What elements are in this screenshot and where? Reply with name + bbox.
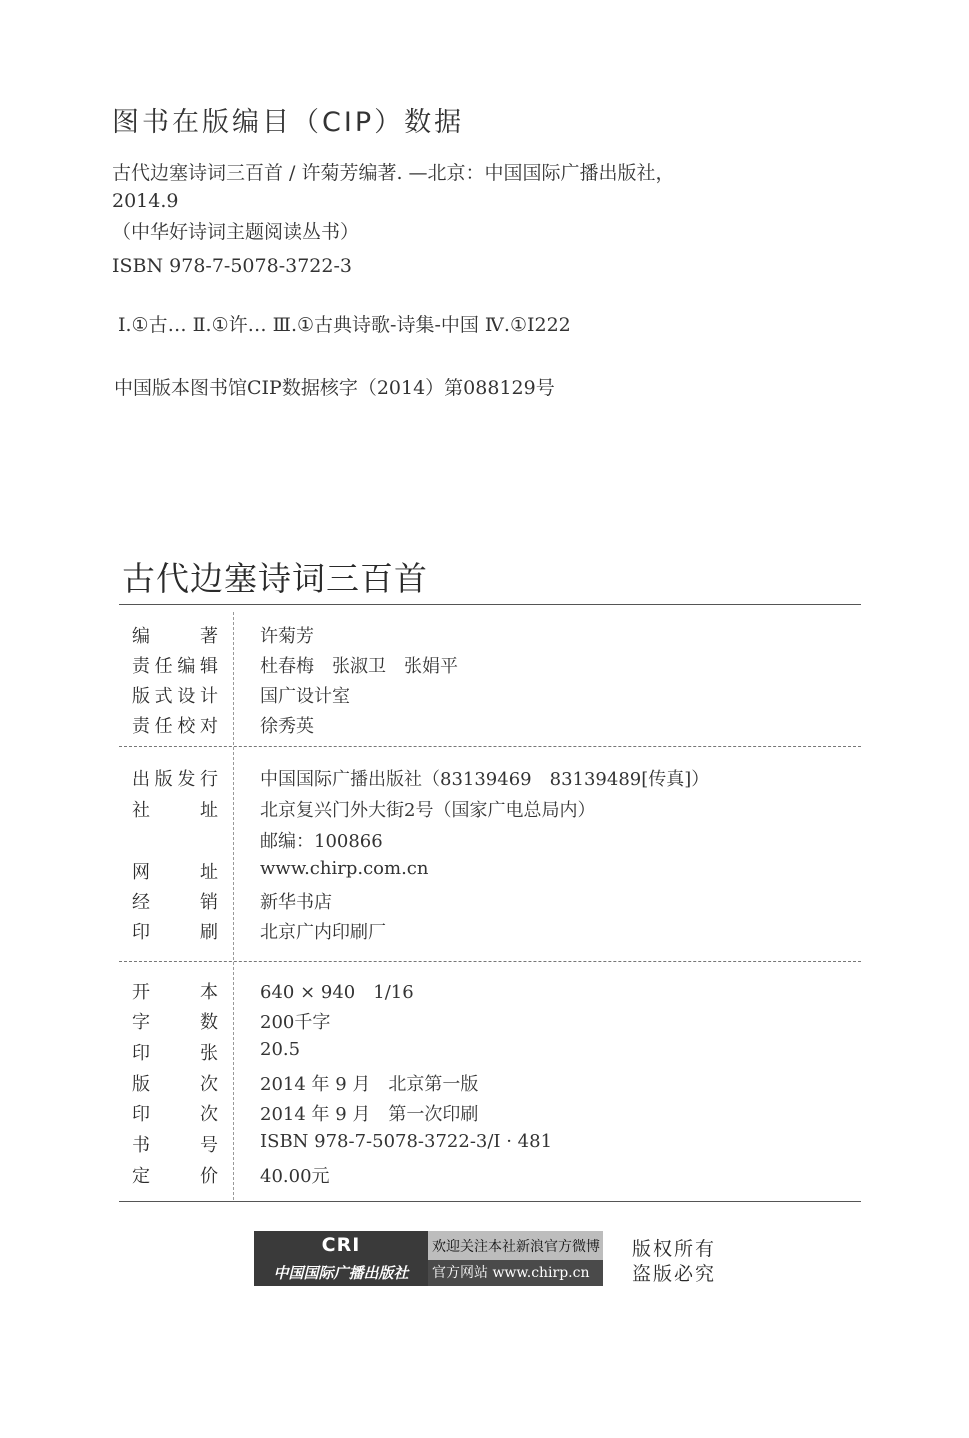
label-sheets: 印张 bbox=[132, 1043, 218, 1064]
book-title: 古代边塞诗词三百首 bbox=[122, 559, 428, 598]
cip-heading: 图书在版编目（CIP）数据 bbox=[112, 107, 465, 138]
cip-verification: 中国版本图书馆CIP数据核字（2014）第088129号 bbox=[114, 377, 555, 399]
label-proofreader: 责任校对 bbox=[132, 716, 218, 737]
value-printing: 2014 年 9 月 第一次印刷 bbox=[260, 1104, 479, 1125]
label-address: 社址 bbox=[132, 800, 218, 821]
value-editor: 杜春梅 张淑卫 张娟平 bbox=[260, 656, 458, 677]
label-design: 版式设计 bbox=[132, 686, 218, 707]
label-price: 定价 bbox=[132, 1166, 218, 1187]
publisher-logo-name: 中国国际广播出版社 bbox=[273, 1264, 409, 1282]
bottom-rule bbox=[119, 1201, 861, 1202]
label-editor: 责任编辑 bbox=[132, 656, 218, 677]
cip-line-3: （中华好诗词主题阅读丛书） bbox=[112, 221, 360, 243]
label-edition: 版次 bbox=[132, 1074, 218, 1095]
value-website: www.chirp.com.cn bbox=[260, 858, 429, 879]
value-edition: 2014 年 9 月 北京第一版 bbox=[260, 1074, 479, 1095]
label-website: 网址 bbox=[132, 862, 218, 883]
divider-rule-1 bbox=[119, 746, 861, 747]
cip-line-1: 古代边塞诗词三百首 / 许菊芳编著. —北京：中国国际广播出版社， bbox=[112, 162, 675, 184]
label-format: 开本 bbox=[132, 982, 218, 1003]
cip-line-isbn: ISBN 978-7-5078-3722-3 bbox=[112, 255, 352, 277]
divider-rule-2 bbox=[119, 961, 861, 962]
rights-line-2: 盗版必究 bbox=[632, 1263, 717, 1285]
label-author: 编著 bbox=[132, 626, 218, 647]
value-postcode: 邮编：100866 bbox=[260, 831, 383, 852]
label-printer: 印刷 bbox=[132, 922, 218, 943]
official-site: 官方网站 www.chirp.cn bbox=[428, 1260, 603, 1286]
value-format: 640 × 940 1/16 bbox=[260, 982, 414, 1003]
cri-logo: CRI bbox=[321, 1234, 361, 1256]
top-rule bbox=[119, 604, 861, 605]
value-printer: 北京广内印刷厂 bbox=[260, 922, 386, 943]
value-book-number: ISBN 978-7-5078-3722-3/I · 481 bbox=[260, 1131, 553, 1152]
cip-line-2: 2014.9 bbox=[112, 190, 179, 212]
weibo-notice: 欢迎关注本社新浪官方微博 bbox=[432, 1239, 600, 1255]
logo-dark-panel bbox=[254, 1231, 428, 1286]
label-printing: 印次 bbox=[132, 1104, 218, 1125]
value-price: 40.00元 bbox=[260, 1166, 330, 1187]
label-book-number: 书号 bbox=[132, 1135, 218, 1156]
label-word-count: 字数 bbox=[132, 1012, 218, 1033]
publisher-logo bbox=[254, 1231, 603, 1286]
value-sheets: 20.5 bbox=[260, 1039, 301, 1060]
rights-line-1: 版权所有 bbox=[632, 1238, 717, 1260]
logo-info-panel bbox=[428, 1231, 603, 1286]
value-design: 国广设计室 bbox=[260, 686, 350, 707]
vertical-divider bbox=[233, 612, 234, 1200]
value-word-count: 200千字 bbox=[260, 1012, 331, 1033]
value-author: 许菊芳 bbox=[260, 626, 314, 647]
label-publisher: 出版发行 bbox=[132, 769, 218, 790]
value-address: 北京复兴门外大街2号（国家广电总局内） bbox=[260, 800, 596, 821]
value-publisher: 中国国际广播出版社（83139469 83139489[传真]） bbox=[260, 769, 710, 790]
value-proofreader: 徐秀英 bbox=[260, 716, 314, 737]
cip-classification: Ⅰ.①古… Ⅱ.①许… Ⅲ.①古典诗歌-诗集-中国 Ⅳ.①I222 bbox=[118, 314, 571, 336]
label-distributor: 经销 bbox=[132, 892, 218, 913]
value-distributor: 新华书店 bbox=[260, 892, 332, 913]
